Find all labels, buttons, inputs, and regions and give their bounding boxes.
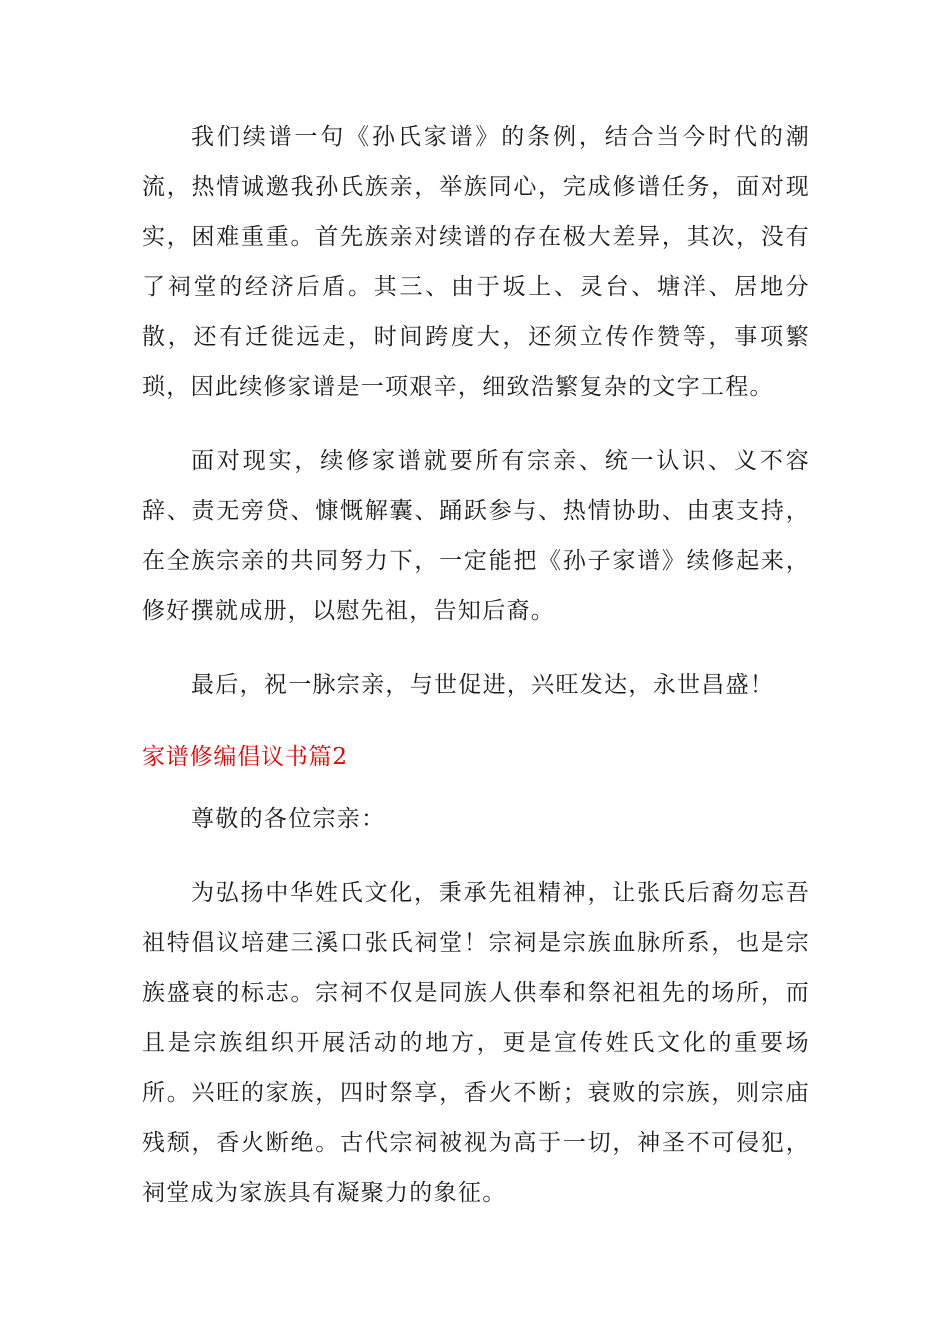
section-heading: 家谱修编倡议书篇2 <box>142 744 348 770</box>
salutation: 尊敬的各位宗亲： <box>191 806 386 832</box>
paragraph-genealogy-continuation: 我们续谱一句《孙氏家谱》的条例，结合当今时代的潮流，热情诚邀我孙氏族亲，举族同心，完成修谱任务，面对现实，困难重重。首先族亲对续谱的存在极大差异，其次，没有了祠堂的经济后盾。其三、由于坂上、灵台、塘洋、居地分散，还有迁徙远走，时间跨度大，还须立传作赞等，事项繁琐，因此续修家谱是一项艰辛，细致浩繁复杂的文字工程。 <box>142 124 810 400</box>
paragraph-closing-wish: 最后，祝一脉宗亲，与世促进，兴旺发达，永世昌盛！ <box>191 672 775 698</box>
document-body <box>142 112 810 1218</box>
paragraph-ancestral-hall: 为弘扬中华姓氏文化，秉承先祖精神，让张氏后裔勿忘吾祖特倡议培建三溪口张氏祠堂！宗祠是宗族血脉所系，也是宗族盛衰的标志。宗祠不仅是同族人供奉和祭祀祖先的场所，而且是宗族组织开展活动的地方，更是宣传姓氏文化的重要场所。兴旺的家族，四时祭享，香火不断；衰败的宗族，则宗庙残颓，香火断绝。古代宗祠被视为高于一切，神圣不可侵犯，祠堂成为家族具有凝聚力的象征。 <box>142 880 810 1206</box>
paragraph-call-to-action: 面对现实，续修家谱就要所有宗亲、统一认识、义不容辞、责无旁贷、慷慨解囊、踊跃参与、热情协助、由衷支持，在全族宗亲的共同努力下，一定能把《孙子家谱》续修起来，修好撰就成册，以慰先祖，告知后裔。 <box>142 448 810 624</box>
